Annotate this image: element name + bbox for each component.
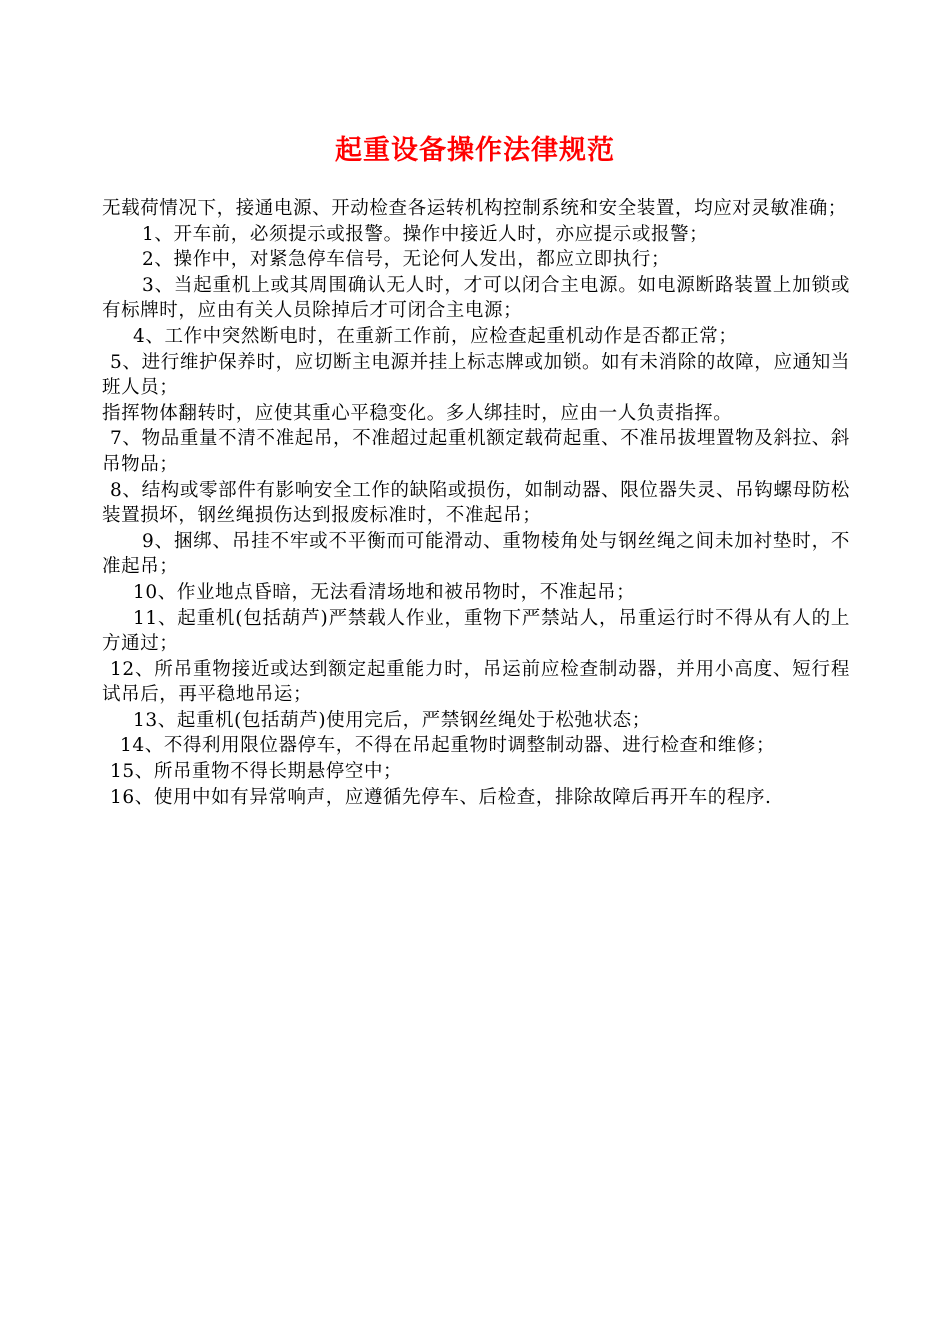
rule-2-paragraph: 2、操作中，对紧急停车信号，无论何人发出，都应立即执行； <box>142 249 671 271</box>
document-body <box>102 196 850 810</box>
rule-6-paragraph: 指挥物体翻转时，应使其重心平稳变化。多人绑挂时，应由一人负责指挥。 <box>102 402 733 424</box>
rule-11-paragraph: 11、起重机(包括葫芦)严禁载人作业，重物下严禁站人，吊重运行时不得从有人的上方通过； <box>102 607 850 655</box>
rule-8-paragraph: 8、结构或零部件有影响安全工作的缺陷或损伤，如制动器、限位器失灵、吊钩螺母防松装置损坏，钢丝绳损伤达到报废标准时，不准起吊； <box>102 479 850 527</box>
document-title: 起重设备操作法律规范 <box>335 135 615 166</box>
rule-9-paragraph: 9、捆绑、吊挂不牢或不平衡而可能滑动、重物棱角处与钢丝绳之间未加衬垫时，不准起吊； <box>102 530 850 578</box>
rule-12-paragraph: 12、所吊重物接近或达到额定起重能力时，吊运前应检查制动器，并用小高度、短行程试吊后，再平稳地吊运； <box>102 658 850 706</box>
rule-16-paragraph: 16、使用中如有异常响声，应遵循先停车、后检查，排除故障后再开车的程序. <box>110 786 772 808</box>
rule-10-paragraph: 10、作业地点昏暗，无法看清场地和被吊物时，不准起吊； <box>133 581 636 603</box>
rule-1-paragraph: 1、开车前，必须提示或报警。操作中接近人时，亦应提示或报警； <box>142 223 709 245</box>
rule-5-paragraph: 5、进行维护保养时，应切断主电源并挂上标志牌或加锁。如有未消除的故障，应通知当班人员； <box>102 351 850 399</box>
rule-7-paragraph: 7、物品重量不清不准起吊，不准超过起重机额定载荷起重、不准吊拔埋置物及斜拉、斜吊物品； <box>102 428 850 475</box>
rule-4-paragraph: 4、工作中突然断电时，在重新工作前，应检查起重机动作是否都正常； <box>133 325 738 347</box>
rule-15-paragraph: 15、所吊重物不得长期悬停空中； <box>110 761 403 783</box>
rule-14-paragraph: 14、不得利用限位器停车，不得在吊起重物时调整制动器、进行检查和维修； <box>120 735 776 757</box>
rule-13-paragraph: 13、起重机(包括葫芦)使用完后，严禁钢丝绳处于松弛状态； <box>133 709 651 731</box>
intro-paragraph: 无载荷情况下，接通电源、开动检查各运转机构控制系统和安全装置，均应对灵敏准确； <box>102 198 847 219</box>
rule-3-paragraph: 3、当起重机上或其周围确认无人时，才可以闭合主电源。如电源断路装置上加锁或有标牌时，应由有关人员除掉后才可闭合主电源； <box>102 274 850 322</box>
